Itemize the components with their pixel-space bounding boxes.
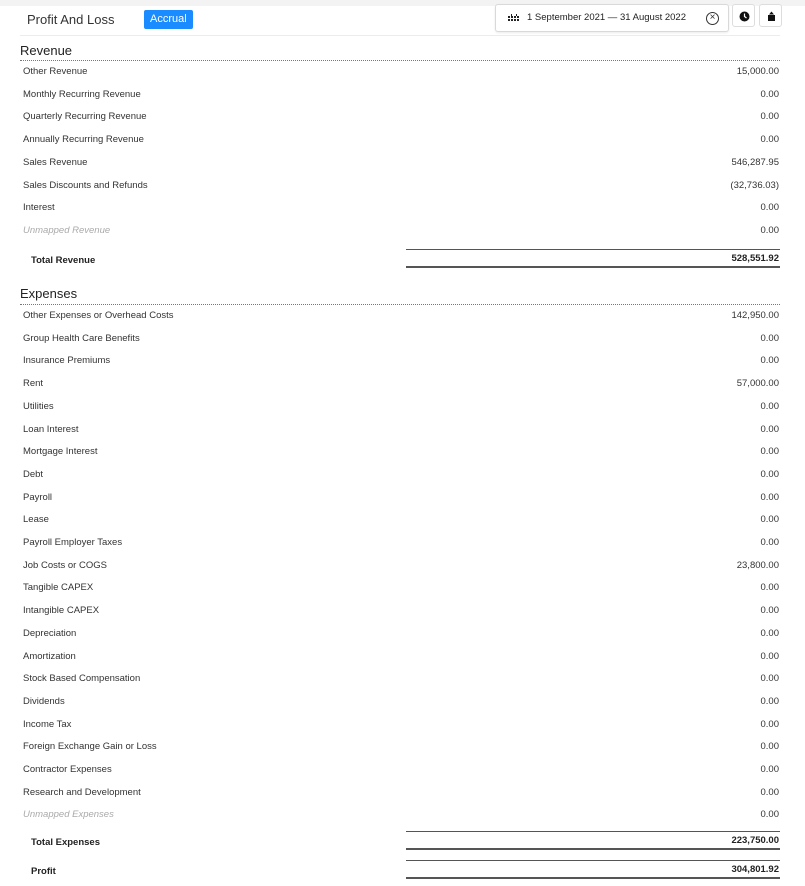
- expense-row[interactable]: [20, 441, 780, 463]
- total-line-top: [406, 249, 780, 250]
- clock-icon: [739, 11, 750, 22]
- expense-row[interactable]: [20, 577, 780, 599]
- report-header: [20, 6, 780, 36]
- account-label: Interest: [23, 202, 55, 214]
- total-revenue-value: 528,551.92: [731, 253, 779, 264]
- account-label: Monthly Recurring Revenue: [23, 88, 141, 100]
- account-amount: 0.00: [760, 111, 779, 123]
- total-line-bottom: [406, 848, 780, 850]
- account-label: Lease: [23, 514, 49, 526]
- total-expenses-value: 223,750.00: [731, 835, 779, 846]
- account-label: Other Expenses or Overhead Costs: [23, 310, 174, 321]
- date-range-text: 1 September 2021 — 31 August 2022: [527, 12, 686, 23]
- expense-row[interactable]: [20, 373, 780, 395]
- expense-row[interactable]: [20, 691, 780, 713]
- expense-row[interactable]: [20, 464, 780, 486]
- profit-label: Profit: [31, 866, 56, 877]
- clear-date-icon[interactable]: ×: [706, 12, 719, 25]
- account-amount: 0.00: [760, 650, 779, 662]
- account-amount: 0.00: [760, 224, 779, 236]
- account-amount: 0.00: [760, 468, 779, 480]
- expense-row[interactable]: [20, 532, 780, 554]
- expense-row[interactable]: [20, 487, 780, 509]
- account-label: Depreciation: [23, 627, 77, 639]
- account-amount: 0.00: [760, 491, 779, 503]
- account-amount: 15,000.00: [736, 66, 779, 77]
- history-button[interactable]: [732, 4, 755, 27]
- expense-row[interactable]: [20, 804, 780, 826]
- account-label: Quarterly Recurring Revenue: [23, 111, 147, 123]
- account-label: Foreign Exchange Gain or Loss: [23, 741, 157, 753]
- calendar-icon: [508, 14, 519, 23]
- revenue-row[interactable]: [20, 175, 780, 197]
- revenue-row[interactable]: [20, 84, 780, 106]
- expense-row[interactable]: [20, 736, 780, 758]
- page-title: Profit And Loss: [27, 12, 115, 27]
- date-range-picker[interactable]: [495, 4, 729, 32]
- account-amount: 0.00: [760, 537, 779, 548]
- revenue-section-title: Revenue: [20, 43, 73, 58]
- account-amount: 0.00: [760, 605, 779, 617]
- account-amount: (32,736.03): [730, 179, 779, 191]
- account-amount: 0.00: [760, 202, 779, 214]
- total-line-bottom: [406, 266, 780, 268]
- revenue-row[interactable]: [20, 220, 780, 242]
- account-label: Intangible CAPEX: [23, 605, 100, 617]
- account-label: Group Health Care Benefits: [23, 332, 140, 344]
- account-label: Mortgage Interest: [23, 446, 98, 458]
- expense-row[interactable]: [20, 350, 780, 372]
- total-expenses-label: Total Expenses: [31, 837, 100, 848]
- account-amount: 0.00: [760, 695, 779, 707]
- revenue-row[interactable]: [20, 61, 780, 83]
- account-amount: 0.00: [760, 423, 779, 435]
- total-revenue-label: Total Revenue: [31, 255, 96, 266]
- expense-row[interactable]: [20, 782, 780, 804]
- account-amount: 0.00: [760, 764, 779, 775]
- accounting-basis-badge[interactable]: Accrual: [144, 10, 193, 29]
- account-amount: 546,287.95: [731, 156, 779, 168]
- account-label: Utilities: [23, 400, 54, 412]
- expense-row[interactable]: [20, 509, 780, 531]
- account-amount: 57,000.00: [736, 378, 779, 390]
- account-label: Dividends: [23, 695, 65, 707]
- total-line-top: [406, 831, 780, 832]
- account-label: Payroll: [23, 491, 53, 503]
- expense-row[interactable]: [20, 419, 780, 441]
- revenue-row[interactable]: [20, 152, 780, 174]
- account-label: Other Revenue: [23, 66, 88, 77]
- account-amount: 0.00: [760, 741, 779, 753]
- expense-row[interactable]: [20, 668, 780, 690]
- account-label: Debt: [23, 468, 44, 480]
- account-label: Research and Development: [23, 786, 141, 798]
- expenses-section-title: Expenses: [20, 286, 78, 301]
- account-amount: 0.00: [760, 673, 779, 685]
- account-label: Job Costs or COGS: [23, 559, 107, 571]
- account-label: Income Tax: [23, 718, 72, 730]
- account-amount: 0.00: [760, 809, 779, 821]
- account-amount: 0.00: [760, 355, 779, 367]
- account-label: Stock Based Compensation: [23, 673, 141, 685]
- account-label: Rent: [23, 378, 44, 390]
- export-button[interactable]: [759, 4, 782, 27]
- profit-row: [20, 861, 780, 881]
- account-amount: 0.00: [760, 582, 779, 594]
- expense-row[interactable]: [20, 759, 780, 781]
- account-label: Annually Recurring Revenue: [23, 134, 144, 146]
- revenue-row[interactable]: [20, 129, 780, 151]
- expense-row[interactable]: [20, 714, 780, 736]
- account-amount: 0.00: [760, 514, 779, 526]
- expense-row[interactable]: [20, 555, 780, 577]
- revenue-row[interactable]: [20, 106, 780, 128]
- account-amount: 0.00: [760, 332, 779, 344]
- account-amount: 0.00: [760, 88, 779, 100]
- account-amount: 0.00: [760, 718, 779, 730]
- account-label: Unmapped Expenses: [23, 809, 114, 821]
- account-amount: 23,800.00: [736, 559, 779, 571]
- expense-row[interactable]: [20, 328, 780, 350]
- expense-row[interactable]: [20, 646, 780, 668]
- account-amount: 0.00: [760, 786, 779, 798]
- total-revenue-row: [20, 250, 780, 270]
- account-amount: 142,950.00: [731, 310, 779, 321]
- account-label: Insurance Premiums: [23, 355, 111, 367]
- expense-row[interactable]: [20, 623, 780, 645]
- account-amount: 0.00: [760, 400, 779, 412]
- export-icon: [766, 11, 777, 22]
- revenue-row[interactable]: [20, 197, 780, 219]
- expense-row[interactable]: [20, 305, 780, 327]
- profit-value: 304,801.92: [731, 864, 779, 875]
- account-label: Payroll Employer Taxes: [23, 537, 123, 548]
- account-label: Tangible CAPEX: [23, 582, 94, 594]
- account-label: Contractor Expenses: [23, 764, 112, 775]
- account-amount: 0.00: [760, 446, 779, 458]
- account-amount: 0.00: [760, 134, 779, 146]
- total-line-bottom: [406, 877, 780, 879]
- account-label: Unmapped Revenue: [23, 224, 111, 236]
- account-label: Sales Discounts and Refunds: [23, 179, 148, 191]
- account-label: Amortization: [23, 650, 76, 662]
- account-label: Sales Revenue: [23, 156, 88, 168]
- account-label: Loan Interest: [23, 423, 79, 435]
- total-expenses-row: [20, 832, 780, 852]
- total-line-top: [406, 860, 780, 861]
- expense-row[interactable]: [20, 600, 780, 622]
- account-amount: 0.00: [760, 627, 779, 639]
- expense-row[interactable]: [20, 396, 780, 418]
